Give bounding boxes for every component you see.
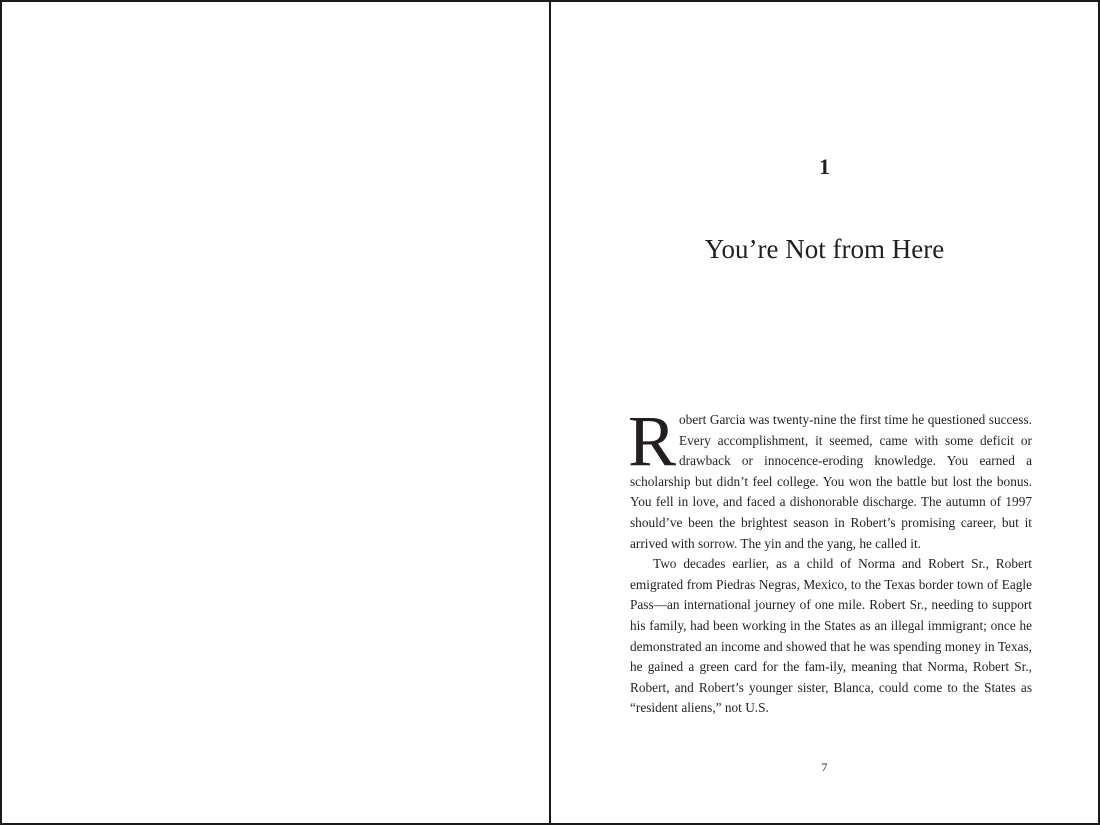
drop-cap: R <box>628 401 677 481</box>
chapter-body <box>628 401 1032 719</box>
chapter-title: You’re Not from Here <box>704 234 945 265</box>
paragraph-1-text: obert Garcia was twenty-nine the first time he questioned success. Every accomplishment, it seemed, came with some deficit or drawback or innocence-eroding knowledge. You earned a scholarship but didn’t feel college. You won the battle but lost the bonus. You fell in love, and faced a dishonorable discharge. The autumn of 1997 should’ve been the brightest season in Robert’s promising career, but it arrived with sorrow. The yin and the yang, he called it. <box>630 412 1032 551</box>
chapter-number: 1 <box>819 154 830 179</box>
page-number: 7 <box>821 760 828 774</box>
paragraph-2: Two decades earlier, as a child of Norma and Robert Sr., Robert emigrated from Piedras Negras, Mexico, to the Texas border town of Eagle Pass—an international journey of one mile. Robert Sr., needing to support his family, had been working in the States as an illegal immigrant; once he demonstrated an income and showed that he was spending money in Texas, he gained a green card for the fam-ily, meaning that Norma, Robert Sr., Robert, and Robert’s younger sister, Blanca, could come to the States as “resident aliens,” not U.S. <box>630 556 1032 716</box>
paragraph-1 <box>628 401 1032 554</box>
right-page <box>549 0 1100 825</box>
